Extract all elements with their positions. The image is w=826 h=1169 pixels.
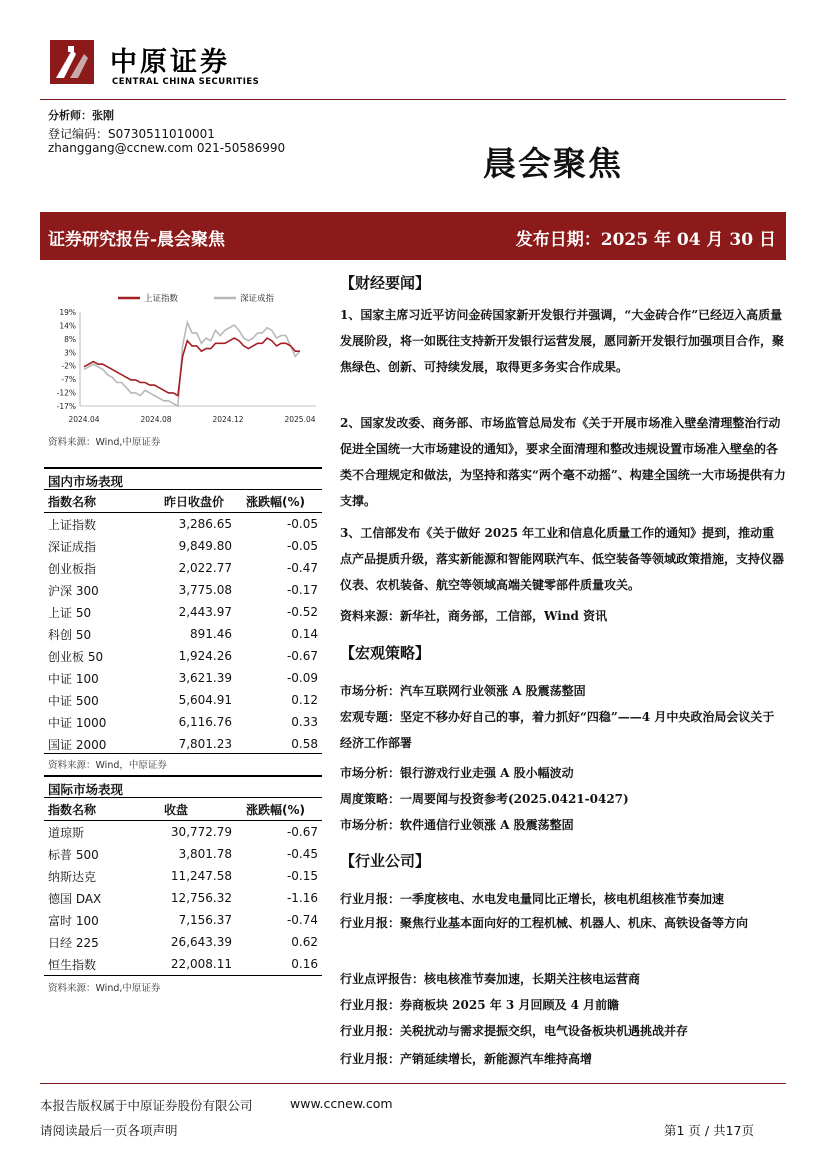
change-cell: -0.05 [286, 539, 318, 553]
close-cell: 2,022.77 [178, 561, 232, 575]
close-cell: 5,604.91 [178, 693, 232, 707]
chart-source: 资料来源：Wind,中原证券 [48, 437, 161, 448]
footer-copyright: 本报告版权属于中原证券股份有限公司 [40, 1098, 253, 1113]
change-cell: -0.15 [286, 869, 318, 883]
index-name-cell: 中证 1000 [48, 715, 107, 730]
change-cell: -0.67 [286, 825, 318, 839]
table-row [44, 579, 322, 601]
change-cell: -0.09 [286, 671, 318, 685]
index-name-cell: 恒生指数 [48, 957, 97, 972]
company-logo [50, 40, 94, 84]
industry-item[interactable]: 行业月报：关税扰动与需求提振交织，电气设备板块机遇挑战并存 [340, 1024, 689, 1038]
table-row [44, 711, 322, 733]
index-name-cell: 沪深 300 [48, 583, 99, 598]
change-cell: -1.16 [286, 891, 318, 905]
index-name-cell: 上证 50 [48, 605, 92, 620]
table-row [44, 557, 322, 579]
change-cell: -0.74 [286, 913, 318, 927]
table-row [44, 689, 322, 711]
change-cell: 0.58 [291, 737, 318, 751]
domestic-market-table [44, 490, 322, 755]
macro-item[interactable]: 市场分析：银行游戏行业走强 A 股小幅波动 [340, 766, 574, 780]
col-header-close: 昨日收盘价 [136, 490, 236, 513]
section-heading-macro: 【宏观策略】 [340, 644, 431, 662]
chart-svg [40, 282, 322, 432]
table-header-row [44, 490, 322, 513]
col-header-change: 涨跌幅(%) [236, 798, 322, 821]
header-divider [40, 99, 786, 100]
domestic-top-rule [44, 467, 322, 469]
change-cell: 0.12 [291, 693, 318, 707]
logo-text-en: CENTRAL CHINA SECURITIES [112, 77, 260, 87]
col-header-change: 涨跌幅(%) [236, 490, 322, 513]
close-cell: 3,775.08 [178, 583, 232, 597]
close-cell: 22,008.11 [170, 957, 232, 971]
y-tick-label: -12% [56, 388, 76, 398]
intl-top-rule [44, 775, 322, 777]
close-cell: 3,801.78 [178, 847, 232, 861]
close-cell: 11,247.58 [170, 869, 232, 883]
index-name-cell: 创业板 50 [48, 649, 104, 664]
table-row [44, 909, 322, 931]
table-header-row [44, 798, 322, 821]
change-cell: 0.33 [291, 715, 318, 729]
x-tick-label: 2024.08 [140, 415, 172, 424]
index-name-cell: 道琼斯 [48, 825, 85, 840]
table-row [44, 623, 322, 645]
intl-table-title: 国际市场表现 [48, 782, 124, 797]
news-source: 资料来源：新华社，商务部，工信部，Wind 资讯 [340, 609, 608, 623]
close-cell: 3,621.39 [178, 671, 232, 685]
intl-bottom-rule [44, 975, 322, 976]
change-cell: -0.67 [286, 649, 318, 663]
close-cell: 7,801.23 [178, 737, 232, 751]
macro-item[interactable]: 市场分析：软件通信行业领涨 A 股震荡整固 [340, 818, 574, 832]
index-name-cell: 国证 2000 [48, 737, 107, 752]
legend-label: 上证指数 [144, 294, 179, 304]
table-row [44, 865, 322, 887]
intl-market-table [44, 798, 322, 975]
industry-item[interactable]: 行业月报：一季度核电、水电发电量同比正增长，核电机组核准节奏加速 [340, 892, 725, 906]
series-line-shanghai [84, 338, 300, 396]
section-heading-news: 【财经要闻】 [340, 274, 431, 292]
y-tick-label: 3% [64, 348, 76, 358]
news-paragraph-3: 3、工信部发布《关于做好 2025 年工业和信息化质量工作的通知》提到，推动重点产品提质升级，落实新能源和智能网联汽车、低空装备等领域政策措施，支持仪器仪表、农机装备、航空等领域高端关键零部件质量攻关。 [340, 526, 785, 592]
close-cell: 9,849.80 [178, 539, 232, 553]
close-cell: 12,756.32 [170, 891, 232, 905]
industry-item[interactable]: 行业月报：产销延续增长，新能源汽车维持高增 [340, 1052, 593, 1066]
series-line-shenzhen [84, 322, 300, 406]
y-tick-label: -17% [56, 402, 76, 411]
table-row [44, 953, 322, 975]
change-cell: 0.14 [291, 627, 318, 641]
report-title: 晨会聚焦 [483, 144, 623, 183]
intl-source: 资料来源：Wind,中原证券 [48, 983, 161, 994]
industry-item[interactable]: 行业点评报告：核电核准节奏加速，长期关注核电运营商 [340, 972, 641, 986]
index-name-cell: 创业板指 [48, 561, 97, 576]
table-row [44, 931, 322, 953]
table-row [44, 887, 322, 909]
macro-item[interactable]: 周度策略：一周要闻与投资参考(2025.0421-0427) [340, 792, 629, 806]
legend-label: 深证成指 [240, 294, 275, 304]
close-cell: 26,643.39 [170, 935, 232, 949]
footer-notice: 请阅读最后一页各项声明 [40, 1123, 178, 1138]
domestic-bottom-rule [44, 753, 322, 754]
table-row [44, 667, 322, 689]
close-cell: 7,156.37 [178, 913, 232, 927]
y-tick-label: 14% [59, 321, 76, 331]
macro-item[interactable]: 市场分析：汽车互联网行业领涨 A 股震荡整固 [340, 684, 586, 698]
change-cell: -0.05 [286, 517, 318, 531]
x-tick-label: 2025.04 [284, 415, 316, 424]
close-cell: 2,443.97 [178, 605, 232, 619]
banner-publish-date: 发布日期：2025 年 04 月 30 日 [515, 230, 776, 250]
index-name-cell: 科创 50 [48, 627, 92, 642]
y-tick-label: -7% [61, 375, 76, 385]
index-name-cell: 纳斯达克 [48, 869, 97, 884]
index-name-cell: 德国 DAX [48, 891, 102, 906]
analyst-name: 分析师：张刚 [48, 109, 114, 122]
change-cell: -0.45 [286, 847, 318, 861]
news-paragraph-2: 2、国家发改委、商务部、市场监管总局发布《关于开展市场准入壁垒清理整治行动 促进全国统一大市场建设的通知》，要求全面清理和整改违规设置市场准入壁垒的各类不合理规定和做法，为坚持和落实“两个毫不动摇”、构建全国统一大市场提供有力支撑。 [340, 416, 786, 508]
col-header-name: 指数名称 [44, 798, 136, 821]
col-header-name: 指数名称 [44, 490, 136, 513]
table-row [44, 601, 322, 623]
change-cell: -0.52 [286, 605, 318, 619]
domestic-source: 资料来源：Wind，中原证券 [48, 760, 167, 771]
industry-item[interactable]: 行业月报：券商板块 2025 年 3 月回顾及 4 月前瞻 [340, 998, 620, 1012]
change-cell: -0.17 [286, 583, 318, 597]
domestic-table-title: 国内市场表现 [48, 474, 124, 489]
index-trend-chart [40, 282, 322, 432]
close-cell: 891.46 [190, 627, 232, 641]
x-tick-label: 2024.12 [212, 415, 244, 424]
table-row [44, 843, 322, 865]
footer-page-number: 第1 页 / 共17页 [664, 1123, 754, 1138]
table-row [44, 645, 322, 667]
y-tick-label: 19% [59, 308, 76, 317]
index-name-cell: 富时 100 [48, 913, 99, 928]
x-tick-label: 2024.04 [68, 415, 100, 424]
y-tick-label: 8% [64, 334, 76, 344]
report-banner [40, 212, 786, 260]
news-paragraph-1: 1、国家主席习近平访问金砖国家新开发银行并强调，“大金砖合作”已经迈入高质量发展阶段，将一如既往支持新开发银行运营发展，愿同新开发银行加强项目合作，聚焦绿色、创新、可持续发展，取得更多务实合作成果。 [340, 308, 785, 374]
close-cell: 30,772.79 [170, 825, 232, 839]
footer-url[interactable]: www.ccnew.com [290, 1096, 393, 1111]
analyst-contact: zhanggang@ccnew.com 021-50586990 [48, 141, 286, 155]
close-cell: 3,286.65 [178, 517, 232, 531]
index-name-cell: 中证 500 [48, 693, 99, 708]
index-name-cell: 上证指数 [48, 517, 97, 532]
change-cell: 0.62 [291, 935, 318, 949]
close-cell: 6,116.76 [178, 715, 232, 729]
section-heading-industry: 【行业公司】 [340, 852, 431, 870]
banner-report-type: 证券研究报告-晨会聚焦 [48, 230, 226, 250]
macro-item[interactable]: 宏观专题：坚定不移办好自己的事，着力抓好“四稳”——4 月中央政治局会议关于经济工作部署 [340, 710, 775, 750]
change-cell: -0.47 [286, 561, 318, 575]
logo-text-cn: 中原证券 [110, 47, 230, 78]
index-name-cell: 标普 500 [48, 847, 99, 862]
y-tick-label: -2% [61, 361, 76, 371]
table-row [44, 821, 322, 844]
col-header-close: 收盘 [136, 798, 236, 821]
table-row [44, 513, 322, 536]
index-name-cell: 日经 225 [48, 935, 99, 950]
index-name-cell: 深证成指 [48, 539, 97, 554]
footer-divider [40, 1083, 786, 1084]
index-name-cell: 中证 100 [48, 671, 99, 686]
registration-code: 登记编码：S0730511010001 [48, 127, 215, 141]
close-cell: 1,924.26 [178, 649, 232, 663]
table-row [44, 733, 322, 755]
industry-item[interactable]: 行业月报：聚焦行业基本面向好的工程机械、机器人、机床、高铁设备等方向 [340, 916, 749, 930]
change-cell: 0.16 [291, 957, 318, 971]
table-row [44, 535, 322, 557]
